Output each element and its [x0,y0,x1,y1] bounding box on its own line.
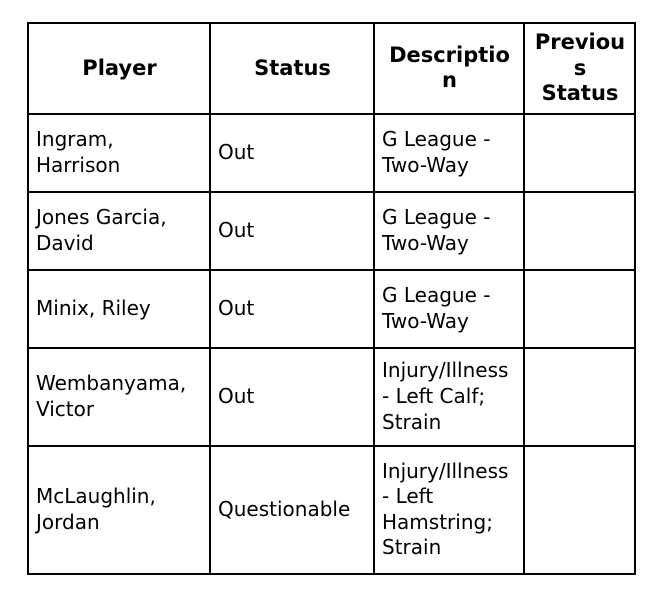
table-row [28,114,635,192]
cell-status: Out [210,192,374,270]
cell-description: G League - Two-Way [374,114,524,192]
column-header-previous-status: Previous Status [524,23,635,114]
column-header-description: Description [374,23,524,114]
cell-previous-status [524,270,635,348]
injury-report-table [27,22,636,575]
cell-player: Jones Garcia, David [28,192,210,270]
cell-status: Out [210,270,374,348]
table-body [28,114,635,574]
cell-description: Injury/Illness - Left Calf; Strain [374,348,524,446]
cell-previous-status [524,192,635,270]
table-row [28,270,635,348]
cell-status: Out [210,114,374,192]
cell-previous-status [524,114,635,192]
cell-player: McLaughlin, Jordan [28,446,210,574]
column-header-status: Status [210,23,374,114]
cell-status: Out [210,348,374,446]
cell-previous-status [524,348,635,446]
table-row [28,446,635,574]
table-header-row [28,23,635,114]
cell-description: Injury/Illness - Left Hamstring; Strain [374,446,524,574]
cell-player: Ingram, Harrison [28,114,210,192]
cell-description: G League - Two-Way [374,270,524,348]
table-row [28,192,635,270]
column-header-player: Player [28,23,210,114]
table-row [28,348,635,446]
cell-player: Wembanyama, Victor [28,348,210,446]
cell-player: Minix, Riley [28,270,210,348]
table-header [28,23,635,114]
cell-previous-status [524,446,635,574]
cell-status: Questionable [210,446,374,574]
cell-description: G League - Two-Way [374,192,524,270]
